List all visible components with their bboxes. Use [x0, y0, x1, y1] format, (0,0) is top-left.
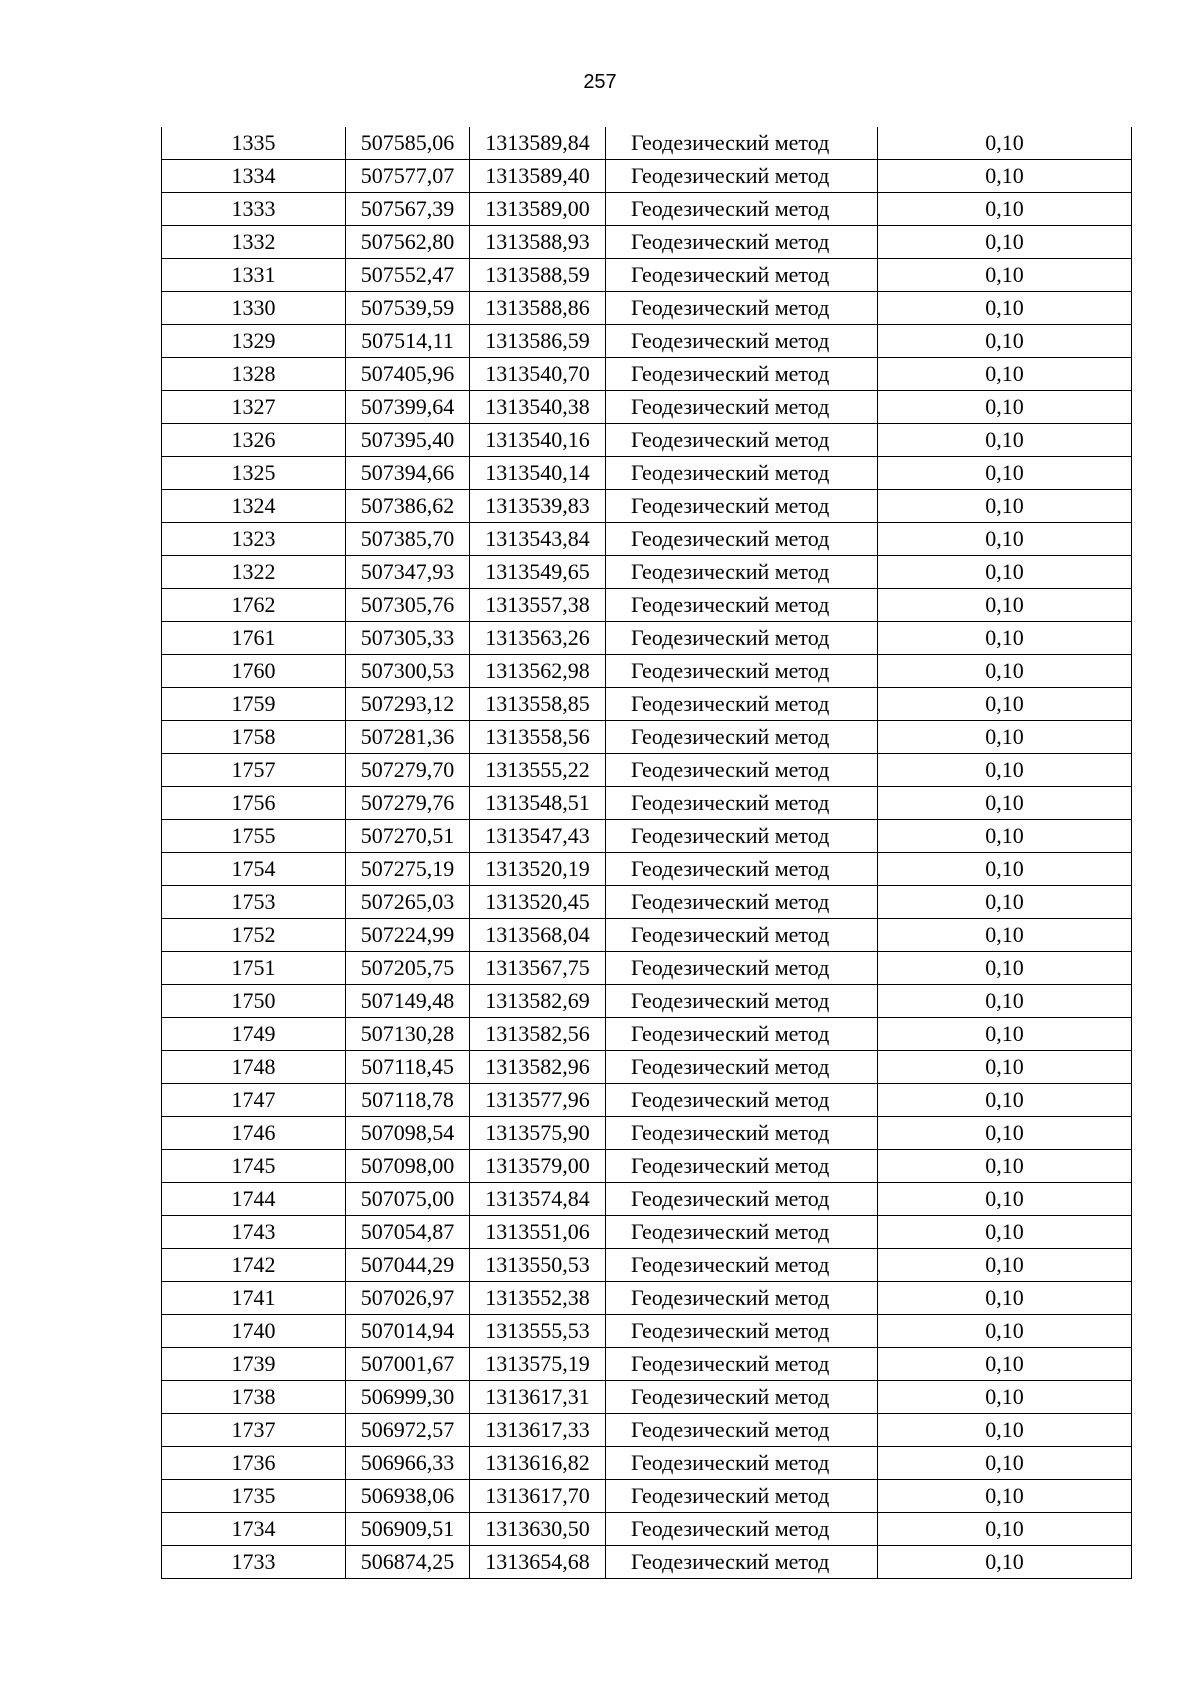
point-number-cell: 1743: [162, 1216, 346, 1249]
method-cell: Геодезический метод: [606, 1018, 878, 1051]
x-coordinate-cell: 507281,36: [346, 721, 470, 754]
x-coordinate-cell: 507014,94: [346, 1315, 470, 1348]
method-cell: Геодезический метод: [606, 886, 878, 919]
table-row: [162, 325, 1132, 358]
y-coordinate-cell: 1313589,40: [470, 160, 606, 193]
accuracy-cell: 0,10: [878, 1315, 1132, 1348]
point-number-cell: 1759: [162, 688, 346, 721]
point-number-cell: 1322: [162, 556, 346, 589]
x-coordinate-cell: 507075,00: [346, 1183, 470, 1216]
accuracy-cell: 0,10: [878, 1480, 1132, 1513]
y-coordinate-cell: 1313547,43: [470, 820, 606, 853]
x-coordinate-cell: 506972,57: [346, 1414, 470, 1447]
point-number-cell: 1756: [162, 787, 346, 820]
y-coordinate-cell: 1313654,68: [470, 1546, 606, 1579]
accuracy-cell: 0,10: [878, 1117, 1132, 1150]
x-coordinate-cell: 507001,67: [346, 1348, 470, 1381]
method-cell: Геодезический метод: [606, 457, 878, 490]
y-coordinate-cell: 1313567,75: [470, 952, 606, 985]
x-coordinate-cell: 507279,76: [346, 787, 470, 820]
point-number-cell: 1324: [162, 490, 346, 523]
y-coordinate-cell: 1313540,16: [470, 424, 606, 457]
y-coordinate-cell: 1313616,82: [470, 1447, 606, 1480]
x-coordinate-cell: 507279,70: [346, 754, 470, 787]
method-cell: Геодезический метод: [606, 325, 878, 358]
accuracy-cell: 0,10: [878, 1513, 1132, 1546]
table-row: [162, 523, 1132, 556]
x-coordinate-cell: 507395,40: [346, 424, 470, 457]
point-number-cell: 1747: [162, 1084, 346, 1117]
method-cell: Геодезический метод: [606, 523, 878, 556]
y-coordinate-cell: 1313582,69: [470, 985, 606, 1018]
table-row: [162, 490, 1132, 523]
accuracy-cell: 0,10: [878, 820, 1132, 853]
y-coordinate-cell: 1313588,86: [470, 292, 606, 325]
y-coordinate-cell: 1313577,96: [470, 1084, 606, 1117]
table-row: [162, 1018, 1132, 1051]
table-row: [162, 1381, 1132, 1414]
x-coordinate-cell: 507205,75: [346, 952, 470, 985]
table-row: [162, 226, 1132, 259]
y-coordinate-cell: 1313588,93: [470, 226, 606, 259]
y-coordinate-cell: 1313543,84: [470, 523, 606, 556]
x-coordinate-cell: 507026,97: [346, 1282, 470, 1315]
y-coordinate-cell: 1313579,00: [470, 1150, 606, 1183]
y-coordinate-cell: 1313617,70: [470, 1480, 606, 1513]
point-number-cell: 1330: [162, 292, 346, 325]
method-cell: Геодезический метод: [606, 358, 878, 391]
method-cell: Геодезический метод: [606, 193, 878, 226]
method-cell: Геодезический метод: [606, 1447, 878, 1480]
y-coordinate-cell: 1313520,45: [470, 886, 606, 919]
point-number-cell: 1749: [162, 1018, 346, 1051]
point-number-cell: 1734: [162, 1513, 346, 1546]
method-cell: Геодезический метод: [606, 787, 878, 820]
y-coordinate-cell: 1313557,38: [470, 589, 606, 622]
y-coordinate-cell: 1313589,00: [470, 193, 606, 226]
accuracy-cell: 0,10: [878, 589, 1132, 622]
table-row: [162, 1348, 1132, 1381]
table-row: [162, 193, 1132, 226]
method-cell: Геодезический метод: [606, 1216, 878, 1249]
accuracy-cell: 0,10: [878, 1447, 1132, 1480]
y-coordinate-cell: 1313574,84: [470, 1183, 606, 1216]
method-cell: Геодезический метод: [606, 820, 878, 853]
coordinates-table-body: [162, 127, 1132, 1579]
x-coordinate-cell: 506874,25: [346, 1546, 470, 1579]
accuracy-cell: 0,10: [878, 622, 1132, 655]
x-coordinate-cell: 507098,54: [346, 1117, 470, 1150]
point-number-cell: 1755: [162, 820, 346, 853]
table-row: [162, 259, 1132, 292]
x-coordinate-cell: 507539,59: [346, 292, 470, 325]
table-row: [162, 688, 1132, 721]
point-number-cell: 1757: [162, 754, 346, 787]
accuracy-cell: 0,10: [878, 985, 1132, 1018]
accuracy-cell: 0,10: [878, 1150, 1132, 1183]
method-cell: Геодезический метод: [606, 1513, 878, 1546]
table-row: [162, 1447, 1132, 1480]
method-cell: Геодезический метод: [606, 1183, 878, 1216]
method-cell: Геодезический метод: [606, 1249, 878, 1282]
point-number-cell: 1742: [162, 1249, 346, 1282]
x-coordinate-cell: 507044,29: [346, 1249, 470, 1282]
y-coordinate-cell: 1313520,19: [470, 853, 606, 886]
accuracy-cell: 0,10: [878, 787, 1132, 820]
point-number-cell: 1331: [162, 259, 346, 292]
table-row: [162, 160, 1132, 193]
point-number-cell: 1333: [162, 193, 346, 226]
x-coordinate-cell: 507275,19: [346, 853, 470, 886]
y-coordinate-cell: 1313555,53: [470, 1315, 606, 1348]
point-number-cell: 1737: [162, 1414, 346, 1447]
method-cell: Геодезический метод: [606, 292, 878, 325]
accuracy-cell: 0,10: [878, 919, 1132, 952]
table-row: [162, 1480, 1132, 1513]
point-number-cell: 1738: [162, 1381, 346, 1414]
point-number-cell: 1327: [162, 391, 346, 424]
accuracy-cell: 0,10: [878, 226, 1132, 259]
method-cell: Геодезический метод: [606, 655, 878, 688]
table-row: [162, 655, 1132, 688]
x-coordinate-cell: 506909,51: [346, 1513, 470, 1546]
point-number-cell: 1736: [162, 1447, 346, 1480]
point-number-cell: 1753: [162, 886, 346, 919]
table-row: [162, 358, 1132, 391]
method-cell: Геодезический метод: [606, 622, 878, 655]
method-cell: Геодезический метод: [606, 391, 878, 424]
y-coordinate-cell: 1313575,90: [470, 1117, 606, 1150]
y-coordinate-cell: 1313617,31: [470, 1381, 606, 1414]
accuracy-cell: 0,10: [878, 259, 1132, 292]
x-coordinate-cell: 507567,39: [346, 193, 470, 226]
method-cell: Геодезический метод: [606, 127, 878, 160]
table-row: [162, 985, 1132, 1018]
y-coordinate-cell: 1313586,59: [470, 325, 606, 358]
y-coordinate-cell: 1313575,19: [470, 1348, 606, 1381]
x-coordinate-cell: 507394,66: [346, 457, 470, 490]
table-row: [162, 919, 1132, 952]
point-number-cell: 1746: [162, 1117, 346, 1150]
accuracy-cell: 0,10: [878, 556, 1132, 589]
table-row: [162, 721, 1132, 754]
y-coordinate-cell: 1313568,04: [470, 919, 606, 952]
accuracy-cell: 0,10: [878, 1018, 1132, 1051]
table-row: [162, 820, 1132, 853]
point-number-cell: 1752: [162, 919, 346, 952]
method-cell: Геодезический метод: [606, 259, 878, 292]
y-coordinate-cell: 1313617,33: [470, 1414, 606, 1447]
accuracy-cell: 0,10: [878, 721, 1132, 754]
accuracy-cell: 0,10: [878, 853, 1132, 886]
point-number-cell: 1326: [162, 424, 346, 457]
x-coordinate-cell: 507265,03: [346, 886, 470, 919]
accuracy-cell: 0,10: [878, 127, 1132, 160]
y-coordinate-cell: 1313589,84: [470, 127, 606, 160]
x-coordinate-cell: 506938,06: [346, 1480, 470, 1513]
table-row: [162, 754, 1132, 787]
point-number-cell: 1332: [162, 226, 346, 259]
x-coordinate-cell: 507118,78: [346, 1084, 470, 1117]
point-number-cell: 1741: [162, 1282, 346, 1315]
point-number-cell: 1748: [162, 1051, 346, 1084]
x-coordinate-cell: 507149,48: [346, 985, 470, 1018]
table-row: [162, 1414, 1132, 1447]
y-coordinate-cell: 1313548,51: [470, 787, 606, 820]
method-cell: Геодезический метод: [606, 1282, 878, 1315]
accuracy-cell: 0,10: [878, 193, 1132, 226]
x-coordinate-cell: 507514,11: [346, 325, 470, 358]
point-number-cell: 1761: [162, 622, 346, 655]
table-row: [162, 1051, 1132, 1084]
accuracy-cell: 0,10: [878, 688, 1132, 721]
method-cell: Геодезический метод: [606, 1150, 878, 1183]
table-row: [162, 589, 1132, 622]
y-coordinate-cell: 1313582,56: [470, 1018, 606, 1051]
accuracy-cell: 0,10: [878, 1348, 1132, 1381]
accuracy-cell: 0,10: [878, 523, 1132, 556]
point-number-cell: 1745: [162, 1150, 346, 1183]
method-cell: Геодезический метод: [606, 1051, 878, 1084]
y-coordinate-cell: 1313539,83: [470, 490, 606, 523]
table-row: [162, 556, 1132, 589]
method-cell: Геодезический метод: [606, 1381, 878, 1414]
point-number-cell: 1334: [162, 160, 346, 193]
y-coordinate-cell: 1313562,98: [470, 655, 606, 688]
point-number-cell: 1733: [162, 1546, 346, 1579]
y-coordinate-cell: 1313552,38: [470, 1282, 606, 1315]
y-coordinate-cell: 1313555,22: [470, 754, 606, 787]
accuracy-cell: 0,10: [878, 391, 1132, 424]
y-coordinate-cell: 1313630,50: [470, 1513, 606, 1546]
table-row: [162, 292, 1132, 325]
method-cell: Геодезический метод: [606, 226, 878, 259]
accuracy-cell: 0,10: [878, 490, 1132, 523]
method-cell: Геодезический метод: [606, 985, 878, 1018]
accuracy-cell: 0,10: [878, 1084, 1132, 1117]
table-row: [162, 1216, 1132, 1249]
point-number-cell: 1328: [162, 358, 346, 391]
point-number-cell: 1325: [162, 457, 346, 490]
accuracy-cell: 0,10: [878, 754, 1132, 787]
table-row: [162, 952, 1132, 985]
table-row: [162, 1117, 1132, 1150]
point-number-cell: 1323: [162, 523, 346, 556]
method-cell: Геодезический метод: [606, 424, 878, 457]
table-row: [162, 457, 1132, 490]
x-coordinate-cell: 507118,45: [346, 1051, 470, 1084]
method-cell: Геодезический метод: [606, 1117, 878, 1150]
y-coordinate-cell: 1313558,85: [470, 688, 606, 721]
table-row: [162, 1282, 1132, 1315]
method-cell: Геодезический метод: [606, 1315, 878, 1348]
table-row: [162, 1513, 1132, 1546]
y-coordinate-cell: 1313582,96: [470, 1051, 606, 1084]
coordinates-table: [161, 127, 1132, 1579]
x-coordinate-cell: 507130,28: [346, 1018, 470, 1051]
method-cell: Геодезический метод: [606, 556, 878, 589]
accuracy-cell: 0,10: [878, 1381, 1132, 1414]
method-cell: Геодезический метод: [606, 160, 878, 193]
table-row: [162, 853, 1132, 886]
accuracy-cell: 0,10: [878, 424, 1132, 457]
x-coordinate-cell: 507293,12: [346, 688, 470, 721]
method-cell: Геодезический метод: [606, 754, 878, 787]
y-coordinate-cell: 1313540,70: [470, 358, 606, 391]
accuracy-cell: 0,10: [878, 1051, 1132, 1084]
accuracy-cell: 0,10: [878, 1216, 1132, 1249]
point-number-cell: 1751: [162, 952, 346, 985]
table-row: [162, 787, 1132, 820]
x-coordinate-cell: 506999,30: [346, 1381, 470, 1414]
accuracy-cell: 0,10: [878, 655, 1132, 688]
method-cell: Геодезический метод: [606, 688, 878, 721]
method-cell: Геодезический метод: [606, 589, 878, 622]
point-number-cell: 1762: [162, 589, 346, 622]
table-row: [162, 424, 1132, 457]
x-coordinate-cell: 507270,51: [346, 820, 470, 853]
point-number-cell: 1754: [162, 853, 346, 886]
x-coordinate-cell: 507300,53: [346, 655, 470, 688]
point-number-cell: 1739: [162, 1348, 346, 1381]
x-coordinate-cell: 507405,96: [346, 358, 470, 391]
x-coordinate-cell: 507386,62: [346, 490, 470, 523]
point-number-cell: 1758: [162, 721, 346, 754]
table-row: [162, 1084, 1132, 1117]
y-coordinate-cell: 1313550,53: [470, 1249, 606, 1282]
table-row: [162, 1183, 1132, 1216]
method-cell: Геодезический метод: [606, 490, 878, 523]
accuracy-cell: 0,10: [878, 1282, 1132, 1315]
table-row: [162, 1150, 1132, 1183]
accuracy-cell: 0,10: [878, 1249, 1132, 1282]
x-coordinate-cell: 507399,64: [346, 391, 470, 424]
accuracy-cell: 0,10: [878, 292, 1132, 325]
table-row: [162, 1546, 1132, 1579]
table-row: [162, 127, 1132, 160]
x-coordinate-cell: 507347,93: [346, 556, 470, 589]
y-coordinate-cell: 1313540,14: [470, 457, 606, 490]
accuracy-cell: 0,10: [878, 358, 1132, 391]
table-row: [162, 1315, 1132, 1348]
x-coordinate-cell: 507305,33: [346, 622, 470, 655]
y-coordinate-cell: 1313551,06: [470, 1216, 606, 1249]
accuracy-cell: 0,10: [878, 952, 1132, 985]
x-coordinate-cell: 507585,06: [346, 127, 470, 160]
point-number-cell: 1760: [162, 655, 346, 688]
x-coordinate-cell: 507552,47: [346, 259, 470, 292]
y-coordinate-cell: 1313549,65: [470, 556, 606, 589]
method-cell: Геодезический метод: [606, 952, 878, 985]
page-number: 257: [583, 71, 617, 93]
accuracy-cell: 0,10: [878, 1183, 1132, 1216]
method-cell: Геодезический метод: [606, 1348, 878, 1381]
x-coordinate-cell: 507098,00: [346, 1150, 470, 1183]
method-cell: Геодезический метод: [606, 1414, 878, 1447]
accuracy-cell: 0,10: [878, 457, 1132, 490]
y-coordinate-cell: 1313588,59: [470, 259, 606, 292]
table-row: [162, 886, 1132, 919]
point-number-cell: 1744: [162, 1183, 346, 1216]
method-cell: Геодезический метод: [606, 721, 878, 754]
table-row: [162, 391, 1132, 424]
accuracy-cell: 0,10: [878, 1414, 1132, 1447]
accuracy-cell: 0,10: [878, 325, 1132, 358]
x-coordinate-cell: 507562,80: [346, 226, 470, 259]
accuracy-cell: 0,10: [878, 886, 1132, 919]
table-row: [162, 1249, 1132, 1282]
x-coordinate-cell: 507054,87: [346, 1216, 470, 1249]
method-cell: Геодезический метод: [606, 919, 878, 952]
point-number-cell: 1735: [162, 1480, 346, 1513]
accuracy-cell: 0,10: [878, 1546, 1132, 1579]
x-coordinate-cell: 507305,76: [346, 589, 470, 622]
x-coordinate-cell: 506966,33: [346, 1447, 470, 1480]
x-coordinate-cell: 507224,99: [346, 919, 470, 952]
point-number-cell: 1329: [162, 325, 346, 358]
y-coordinate-cell: 1313563,26: [470, 622, 606, 655]
accuracy-cell: 0,10: [878, 160, 1132, 193]
method-cell: Геодезический метод: [606, 1084, 878, 1117]
x-coordinate-cell: 507577,07: [346, 160, 470, 193]
method-cell: Геодезический метод: [606, 853, 878, 886]
y-coordinate-cell: 1313558,56: [470, 721, 606, 754]
y-coordinate-cell: 1313540,38: [470, 391, 606, 424]
point-number-cell: 1740: [162, 1315, 346, 1348]
method-cell: Геодезический метод: [606, 1480, 878, 1513]
point-number-cell: 1335: [162, 127, 346, 160]
point-number-cell: 1750: [162, 985, 346, 1018]
table-row: [162, 622, 1132, 655]
method-cell: Геодезический метод: [606, 1546, 878, 1579]
x-coordinate-cell: 507385,70: [346, 523, 470, 556]
